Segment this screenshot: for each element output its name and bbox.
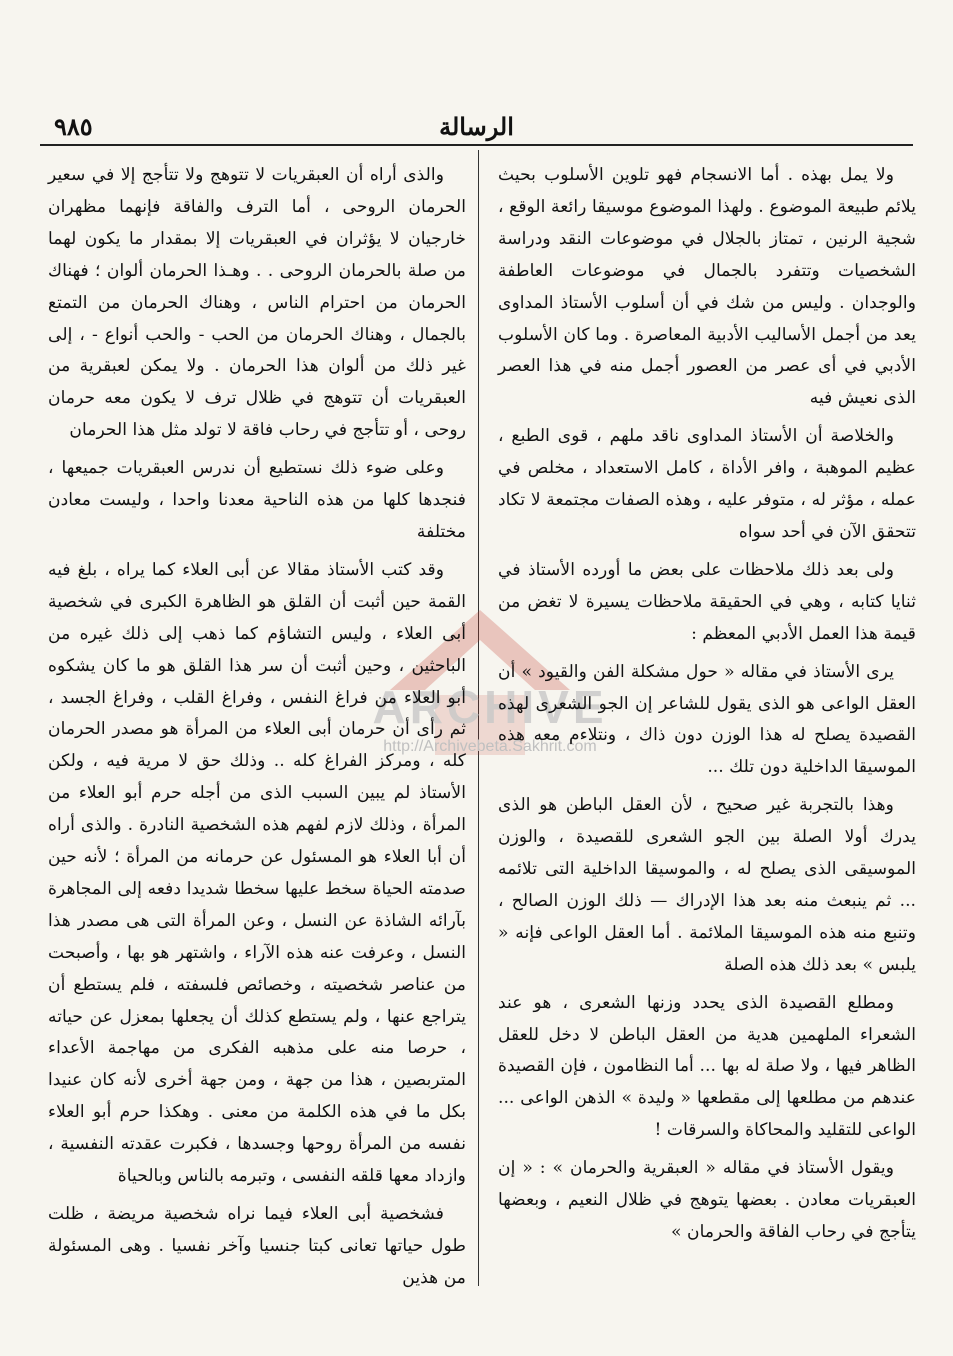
watermark-url: http://Archivebeta.Sakhrit.com: [383, 738, 597, 755]
paragraph: يرى الأستاذ في مقاله « حول مشكلة الفن والقيود » أن العقل الواعى هو الذى يقول للشاعر إن الجو الشعرى لهذه القصيدة يصلح له هذا الوزن دون ذاك ، ونتلاءم معه هذه الموسيقا الداخلية دون تلك ...: [498, 661, 916, 778]
page-header: [40, 112, 913, 142]
paragraph: وهذا بالتجربة غير صحيح ، لأن العقل الباطن هو الذى يدرك أولا الصلة بين الجو الشعرى للقصيدة ، والوزن الموسيقى الذى يصلح له ، والموسيقا الداخلية التى تلائمه ... ثم ينبعث منه بعد هذا الإدراك — ذلك الوزن الصالح ، وتنبع منه هذه الموسيقا الملائمة . أما العقل الواعى فإنه « يلبس » بعد ذلك هذه الصلة: [498, 795, 916, 975]
paragraph: والخلاصة أن الأستاذ المداوى ناقد ملهم ، قوى الطبع ، عظيم الموهبة ، وافر الأداة ، كامل الاستعداد ، مخلص في عمله ، مؤثر له ، متوفر عليه ، وهذه الصفات مجتمعة لا تكاد تتحقق الآن في أحد سواه: [498, 426, 916, 542]
right-column: [498, 160, 916, 1255]
left-column: [48, 160, 466, 1301]
paragraph: وقد كتب الأستاذ مقالا عن أبى العلاء كما يراه ، بلغ فيه القمة حين أثبت أن القلق هو الظاهرة الكبرى في شخصية أبى العلاء ، وليس التشاؤم كما ذهب إلى ذلك غيره من الباحثين ، وحين أثبت أن سر هذا القلق هو ما كان يشكوه أبو العلاء من فراغ النفس ، وفراغ القلب ، وفراغ الجسد ، ثم رأى أن حرمان أبى العلاء من المرأة هو مصدر الحرمان كله ، ومركز الفراغ كله .. وذلك حق لا مرية فيه ، ولكن الأستاذ لم يبين السبب الذى من أجله حرم أبو العلاء من المرأة ، وذلك لازم لفهم هذه الشخصية النادرة . والذى أراه أن أبا العلاء هو المسئول عن حرمانه من المرأة ؛ لأنه حين صدمته الحياة سخط عليها سخطا شديدا دفعه إلى المجاهرة بآرائه الشاذة عن النسل ، وعن المرأة التى هى مصدر هذا النسل ، وعرفت عنه هذه الآراء ، واشتهر هو بها ، وأصبحت من عناصر شخصيته ، وخصائص فلسفته ، فلم يستطع أن يتراجع عنها ، ولم يستطع كذلك أن يجعلها بمعزل عن حياته ، حرصا منه على مذهبه الفكرى من مهاجمة الأعداء المتربصين ، هذا من جهة ، ومن جهة أخرى لأنه كان عنيدا بكل ما في هذه الكلمة من معنى . وهكذا حرم أبو العلاء نفسه من المرأة روحها وجسدها ، فكبرت عقدته النفسية ، وازداد معها قلقه النفسى ، وتبرمه بالناس وبالحياة: [48, 559, 466, 1187]
paragraph: ومطلع القصيدة الذى يحدد وزنها الشعرى ، هو عند الشعراء الملهمين هدية من العقل الباطن لا دخل للعقل الظاهر فيها ، ولا صلة له بها ... أما النظامون ، فإن القصيدة عندهم من مطلعها إلى مقطعها « وليدة » الذهن الواعى ... الواعى للتقليد والمحاكاة والسرقات !: [498, 992, 916, 1141]
magazine-title: الرسالة: [439, 112, 514, 141]
watermark-text: ARCHIVE: [372, 681, 608, 733]
paragraph: والذى أراه أن العبقريات لا تتوهج ولا تتأجج إلا في سعير الحرمان الروحى ، أما الترف والفاقة فإنهما مظهران خارجيان لا يؤثران في العبقريات إلا بمقدار ما يكون لهما من صلة بالحرمان الروحى . . وهـذا الحرمان ألوان ؛ فهناك الحرمان من احترام الناس ، وهناك الحرمان من التمتع بالجمال ، وهناك الحرمان من الحب - والحب أنواع - ، إلى غير ذلك من ألوان هذا الحرمان . ولا يمكن لعبقرية من العبقريات أن تتوهج في ظلال ترف لا يكون معه حرمان روحى ، أو تتأجج في رحاب فاقة لا تولد مثل هذا الحرمان: [48, 165, 466, 441]
paragraph: ويقول الأستاذ في مقاله « العبقرية والحرمان » : « إن العبقريات معادن . بعضها يتوهج في ظلال النعيم ، وبعضها يتأجج في رحاب الفاقة والحرمان »: [498, 1158, 916, 1242]
page-number: ٩٨٥: [54, 112, 93, 141]
paragraph: ولى بعد ذلك ملاحظات على بعض ما أورده الأستاذ في ثنايا كتابه ، وهي في الحقيقة ملاحظات يسيرة لا تغض من قيمة هذا العمل الأدبي المعظم :: [498, 559, 916, 644]
paragraph: فشخصية أبى العلاء فيما نراه شخصية مريضة ، ظلت طول حياتها تعانى كبتا جنسيا وآخر نفسيا . وهى المسئولة من هذين: [48, 1204, 466, 1288]
header-divider: [40, 144, 913, 146]
paragraph: وعلى ضوء ذلك نستطيع أن ندرس العبقريات جميعها ، فنجدها كلها من هذه الناحية معدنا واحدا ، وليست معادن مختلفة: [48, 458, 466, 542]
paragraph: ولا يمل بهذه . أما الانسجام فهو تلوين الأسلوب بحيث يلائم طبيعة الموضوع . ولهذا الموضوع موسيقا رائعة الوقع ، شجية الرنين ، تمتاز بالجلال في موضوعات النقد ودراسة الشخصيات وتتفرد بالجمال في موضوعات العاطفة والوجدان . وليس من شك في أن أسلوب الأستاذ المداوى يعد من أجمل الأساليب الأدبية المعاصرة . وما كان الأسلوب الأدبي في أى عصر من العصور أجمل منه في هذا العصر الذى نعيش فيه: [498, 165, 916, 409]
